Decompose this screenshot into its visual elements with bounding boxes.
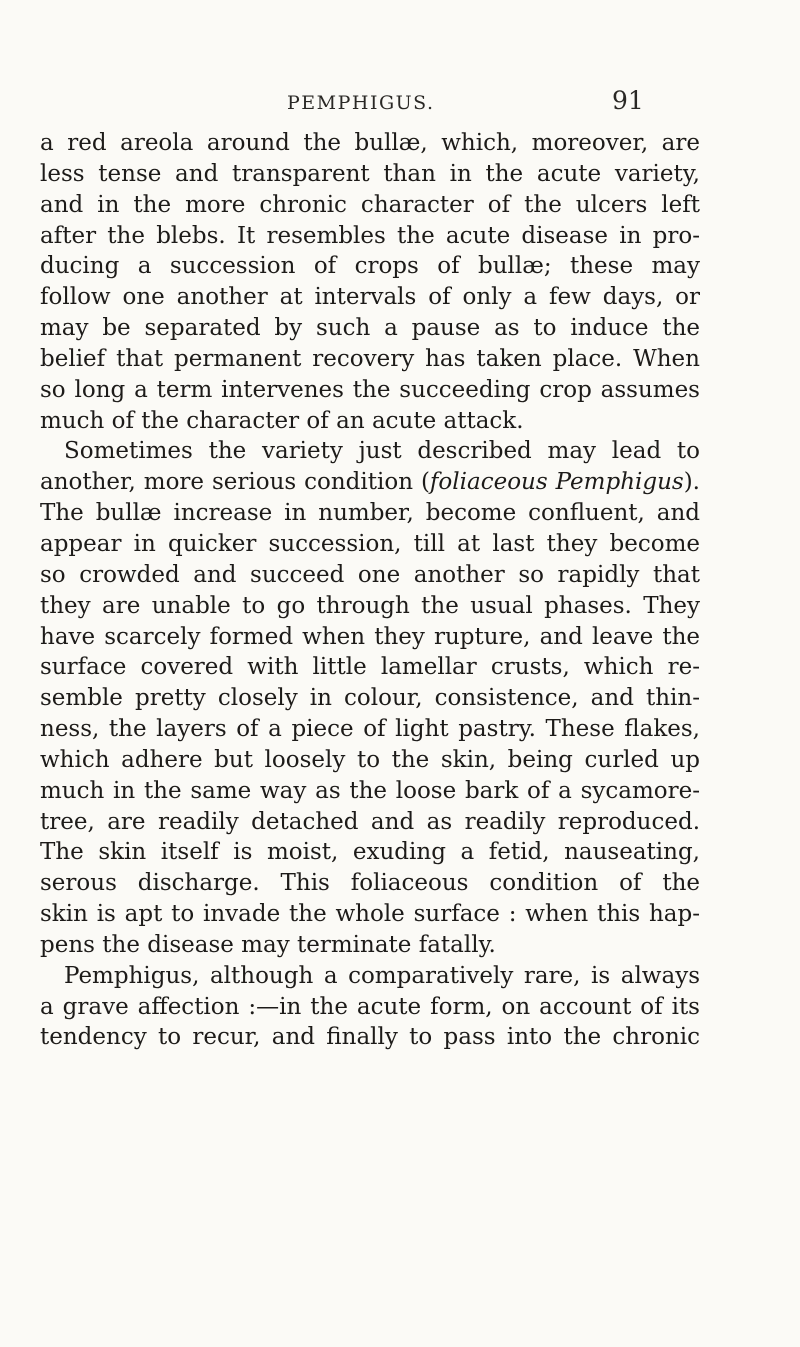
body-text: [40, 128, 700, 1053]
page-header: [0, 86, 800, 120]
text-line: which adhere but loosely to the skin, being curled up: [40, 746, 700, 773]
text-line: a red areola around the bullæ, which, moreover, are: [40, 130, 700, 156]
text-line: follow one another at intervals of only a few days, or: [40, 284, 700, 311]
text-line: appear in quicker succession, till at last they become: [40, 530, 700, 557]
text-line: may be separated by such a pause as to induce the: [40, 315, 700, 342]
text-line: another, more serious condition (foliaceous Pemphigus).: [40, 469, 700, 496]
text-line: skin is apt to invade the whole surface : when this hap-: [40, 901, 700, 928]
text-line: ness, the layers of a piece of light pastry. These flakes,: [40, 716, 700, 743]
text-line: semble pretty closely in colour, consistence, and thin-: [40, 685, 700, 712]
text-line: less tense and transparent than in the acute variety,: [40, 160, 700, 187]
text-line: surface covered with little lamellar crusts, which re-: [40, 654, 700, 681]
text-line: The bullæ increase in number, become confluent, and: [40, 500, 700, 527]
text-line: tree, are readily detached and as readily reproduced.: [40, 808, 700, 835]
text-line: belief that permanent recovery has taken place. When: [40, 345, 700, 372]
text-line: tendency to recur, and finally to pass into the chronic: [40, 1024, 700, 1051]
text-line: ducing a succession of crops of bullæ; these may: [40, 253, 700, 280]
text-line: so crowded and succeed one another so rapidly that: [40, 561, 700, 588]
running-head: PEMPHIGUS.: [287, 92, 435, 114]
text-line: and in the more chronic character of the ulcers left: [40, 191, 700, 218]
text-line: The skin itself is moist, exuding a fetid, nauseating,: [40, 839, 700, 866]
text-line: after the blebs. It resembles the acute disease in pro-: [40, 222, 700, 249]
text-line: much in the same way as the loose bark of a sycamore-: [40, 777, 700, 804]
text-line: Pemphigus, although a comparatively rare, is always: [64, 962, 700, 989]
text-line: serous discharge. This foliaceous condition of the: [40, 870, 700, 897]
text-line: they are unable to go through the usual phases. They: [40, 592, 700, 619]
text-line: have scarcely formed when they rupture, and leave the: [40, 623, 700, 650]
text-line: a grave affection :—in the acute form, on account of its: [40, 993, 700, 1020]
text-line: so long a term intervenes the succeeding crop assumes: [40, 376, 700, 403]
text-line: pens the disease may terminate fatally.: [40, 931, 496, 958]
text-line: much of the character of an acute attack.: [40, 407, 524, 434]
text-line: Sometimes the variety just described may lead to: [64, 438, 700, 465]
page-number: 91: [612, 86, 644, 115]
